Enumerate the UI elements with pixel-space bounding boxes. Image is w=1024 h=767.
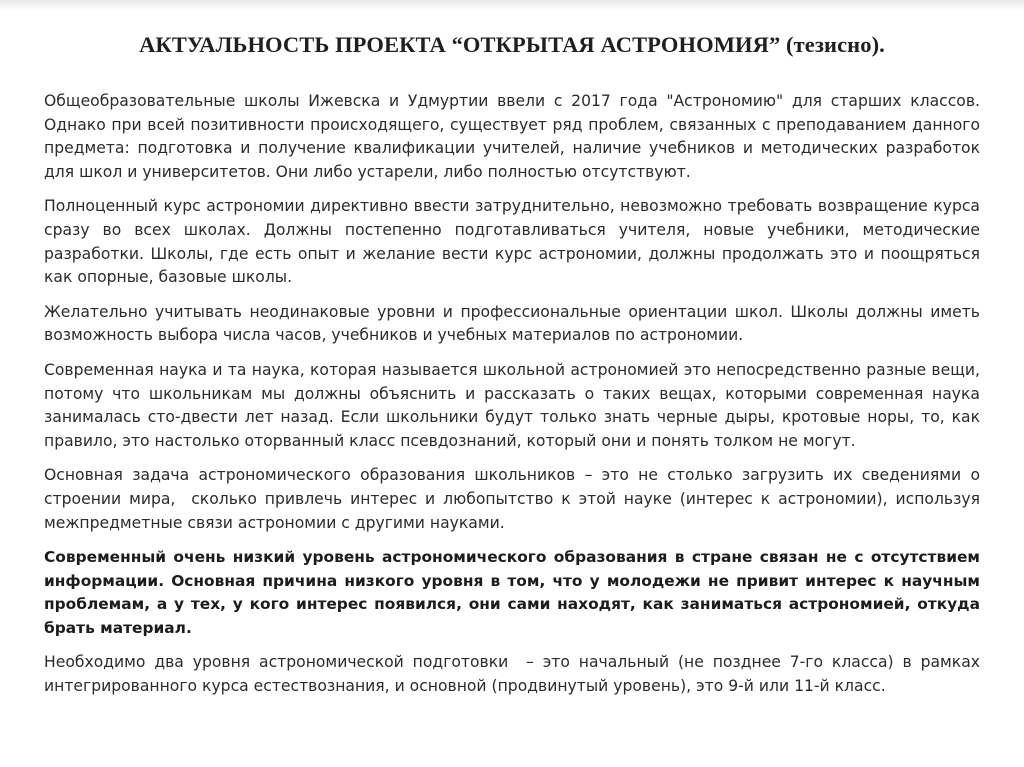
paragraph-4: Современная наука и та наука, которая называется школьной астрономией это непосредственно разные вещи, потому что школьникам мы должны объяснить и рассказать о таких вещах, которыми современная наука занималась сто-двести лет назад. Если школьники будут только знать черные дыры, кротовые норы, то, как правило, это настолько оторванный класс псевдознаний, который они и понять толком не могут. [44, 360, 985, 450]
slide-title-suffix: (тезисно). [780, 32, 885, 57]
paragraph-7: Необходимо два уровня астрономической подготовки – это начальный (не позднее 7-го класса) в рамках интегрированного курса естествознания, и основной (продвинутый уровень), это 9-й или 11-й класс. [44, 653, 985, 696]
paragraph-6-bold: Современный очень низкий уровень астрономического образования в стране связан не с отсутствием информации. Основная причина низкого уровня в том, что у молодежи не привит интерес к научным проблемам, а у тех, у кого интерес появился, они сами находят, как заниматься астрономией, откуда брать материал. [44, 548, 986, 637]
paragraph-2: Полноценный курс астрономии директивно ввести затруднительно, невозможно требовать возвращение курса сразу во всех школах. Должны постепенно подготавливаться учителя, новые учебники, методические разработки. Школы, где есть опыт и желание вести курс астрономии, должны продолжать это и поощряться как опорные, базовые школы. [44, 197, 985, 287]
top-edge-shadow [0, 0, 1024, 10]
paragraph-1: Общеобразовательные школы Ижевска и Удмуртии ввели с 2017 года "Астрономию" для старших классов. Однако при всей позитивности происходящего, существует ряд проблем, связанных с преподаванием данного предмета: подготовка и получение квалификации учителей, наличие учебников и методических разработок для школ и университетов. Они либо устарели, либо полностью отсутствуют. [44, 92, 985, 181]
slide-title [0, 32, 1024, 58]
slide-title-main: АКТУАЛЬНОСТЬ ПРОЕКТА “ОТКРЫТАЯ АСТРОНОМИЯ” [139, 32, 781, 57]
paragraph-3: Желательно учитывать неодинаковые уровни и профессиональные ориентации школ. Школы должны иметь возможность выбора числа часов, учебников и учебных материалов по астрономии. [44, 302, 985, 345]
paragraph-5: Основная задача астрономического образования школьников – это не столько загрузить их сведениями о строении мира, сколько привлечь интерес и любопытство к этой науке (интерес к астрономии), используя межпредметные связи астрономии с другими науками. [44, 466, 985, 532]
slide-body [44, 90, 986, 710]
